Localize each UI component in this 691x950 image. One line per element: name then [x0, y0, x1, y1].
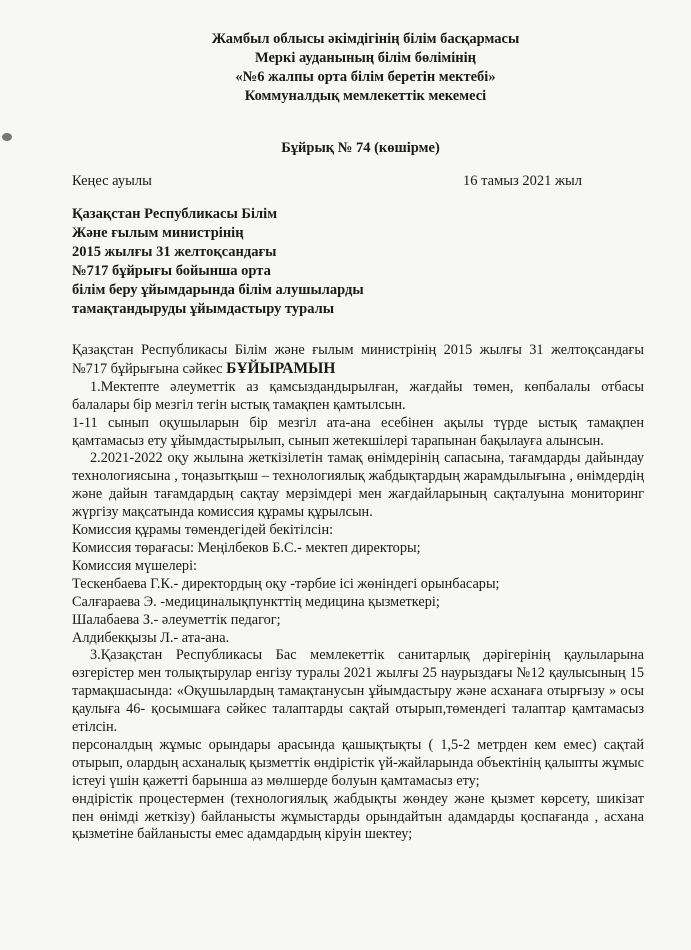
paragraph-3: 3.Қазақстан Республикасы Бас мемлекеттік санитарлық дәрігерінің қаулыларына өзгерістер мен толықтырулар енгізу туралы 2021 жылғы 25 наурыздағы №12 қаулысының 15 тармақшасында: «Оқушылардың тамақтанусын ұйымдастыру және асханаға отырғызу » осы қаулыға 46- қосымшаға сәйкес талаптарды сақтай отырып,төмендегі талаптар қамтамасыз етілсін. [72, 647, 644, 736]
header-line-4: Коммуналдық мемлекеттік мекемесі [244, 88, 487, 104]
header-line-1: Жамбыл облысы әкімдігінің білім басқармасы [211, 31, 520, 47]
subject-line-6: тамақтандыруды ұйымдастыру туралы [72, 301, 335, 317]
paragraph-2: 2.2021-2022 оқу жылына жеткізілетін тамақ өнімдерінің сапасына, тағамдарды дайындау технологиясына , тоңазытқыш – технологиялық жабдықтардың жарамдылығына , өнімдердің және дайын тағамдардың сақтау мерзімдері мен жағдайларының сақталуына мониторинг жүргізу мақсатында комиссия құрамы құрылсын. [72, 450, 644, 521]
commission-member: Тескенбаева Г.К.- директордың оқу -тәрбие ісі жөніндегі орынбасары; [72, 575, 500, 592]
subject-line-2: Және ғылым министрінің [72, 225, 244, 241]
commission-member: Алдибекқызы Л.- ата-ана. [72, 629, 230, 646]
subject-line-5: білім беру ұйымдарында білім алушыларды [72, 282, 364, 298]
order-title-text: Бұйрық № 74 (көшірме) [281, 140, 440, 156]
intro-text: Қазақстан Республикасы Білім және ғылым министрінің 2015 жылғы 31 желтоқсандағы №717 бұйрығына сәйкес [72, 342, 644, 377]
order-subject [72, 205, 364, 319]
commission-chair: Комиссия төрағасы: Меңілбеков Б.С.- мектеп директоры; [72, 539, 421, 556]
subject-line-4: №717 бұйрығы бойынша орта [72, 263, 271, 279]
paragraph-5: өндірістік процестермен (технологиялық жабдықты жөндеу және қызмет көрсету, шикізат пен өнімді жеткізу) байланысты жұмыстарды орындайтын адамдарды қоспағанда , асхана қызметіне байланысты емес адамдардың кіруін шектеу; [72, 790, 644, 843]
commission-members-label: Комиссия мүшелері: [72, 557, 198, 574]
paragraph-4: персоналдың жұмыс орындары арасында қашықтықты ( 1,5-2 метрден кем емес) сақтай отырып, олардың асханалық қызметтік өндірістік үй-жайларында объектінің қалыпты жұмыс істеуі үшін қажетті барынша аз мөлшерде болуын қамтамасыз ету; [72, 736, 644, 789]
place: Кеңес ауылы [72, 173, 152, 189]
intro-paragraph [72, 342, 644, 379]
commission-member: Салғараева Э. -медициналықпункттің медицина қызметкері; [72, 593, 440, 610]
paragraph-1b: 1-11 сынып оқушыларын бір мезгіл ата-ана есебінен ақылы түрде ыстық тамақпен қамтамасыз ету ұйымдастырылып, сынып жетекшілері тарапынан бақылауға алынсын. [72, 414, 644, 449]
commission-member: Шалабаева З.- әлеуметтік педагог; [72, 611, 281, 628]
date: 16 тамыз 2021 жыл [463, 173, 582, 189]
order-verb: БҰЙЫРАМЫН [226, 359, 336, 377]
order-title [0, 140, 691, 157]
commission-intro: Комиссия құрамы төмендегідей бекітілсін: [72, 522, 334, 539]
subject-line-1: Қазақстан Республикасы Білім [72, 206, 278, 222]
order-body [72, 342, 644, 844]
header-line-2: Меркі ауданының білім бөлімінің [254, 50, 477, 66]
organization-header [0, 30, 691, 106]
paragraph-1: 1.Мектепте әлеуметтік аз қамсыздандырылған, жағдайы төмен, көпбалалы отбасы балалары бір мезгіл тегін ыстық тамақпен қамтылсын. [72, 378, 644, 413]
header-line-3: «№6 жалпы орта білім беретін мектебі» [235, 69, 496, 85]
subject-line-3: 2015 жылғы 31 желтоқсандағы [72, 244, 277, 260]
